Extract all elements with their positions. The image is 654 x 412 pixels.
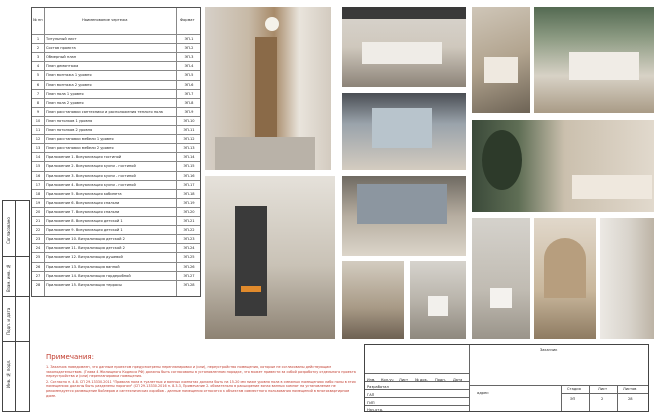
sheet-label: Лист xyxy=(598,387,608,391)
row-number: 28 xyxy=(35,282,41,287)
row-title: Приложение 6. Визуализация спальни xyxy=(46,200,120,205)
table-row xyxy=(32,280,200,290)
row-number: 1 xyxy=(36,37,40,41)
row-title: Состав проекта xyxy=(46,46,76,51)
sheets-total-value: 28 xyxy=(628,397,633,401)
notes-body xyxy=(46,365,356,398)
sheets-total-label: Листов xyxy=(623,387,637,391)
row-title: Приложение 8. Визуализация детской 1 xyxy=(46,219,123,223)
row-sheet-code: ЭП-9 xyxy=(184,109,194,114)
row-sheet-code: ЭП-26 xyxy=(183,264,195,269)
row-title: Приложение 1. Визуализация гостиной xyxy=(46,155,122,160)
photo-study-desk xyxy=(342,176,466,256)
row-number: 13 xyxy=(35,146,41,151)
row-number: 11 xyxy=(35,128,41,132)
row-title: Приложение 7. Визуализация спальни xyxy=(46,209,120,214)
row-sheet-code: ЭП-8 xyxy=(184,100,194,105)
approval-strip xyxy=(2,200,30,412)
row-title: Приложение 4. Визуализация кухни - гостиной xyxy=(46,182,136,187)
row-title: План расстановки мебели 2 уровня xyxy=(46,146,114,151)
row-number: 2 xyxy=(36,46,40,51)
row-sheet-code: ЭП-17 xyxy=(183,182,195,187)
row-sheet-code: ЭП-24 xyxy=(183,246,195,251)
stage-label: Стадия xyxy=(567,387,581,391)
photo-shower-room xyxy=(410,261,466,339)
col-label: Лист xyxy=(399,378,409,382)
row-title: Приложение 2. Визуализация кухни - гостиной xyxy=(46,164,136,169)
row-sheet-code: ЭП-20 xyxy=(183,209,195,214)
table-header xyxy=(32,8,200,34)
photo-wardrobe-corridor xyxy=(600,218,654,339)
row-number: 4 xyxy=(36,64,40,69)
row-sheet-code: ЭП-5 xyxy=(184,73,194,78)
row-number: 18 xyxy=(35,191,41,196)
role-label: ГАП xyxy=(367,393,375,397)
note-item: 1. Заказчик поведомлен, что данным проектом предусмотрены перепланировки и (или), переустройство помещения, которые не согласованы действующим законодательством. (Глава 4 Жилищного Кодекса РФ) должны быть согласованы в установленном порядке, что может привести за собой разработку отдельного проекта переустройства и (или) перепланировки помещения. xyxy=(46,365,356,379)
row-number: 25 xyxy=(35,255,41,260)
row-title: Приложение 13. Визуализация ванной xyxy=(46,264,120,269)
row-number: 27 xyxy=(35,273,41,278)
row-title: Приложение 14. Визуализация гардеробной xyxy=(46,273,131,278)
photo-fireplace-hall xyxy=(205,176,335,339)
notes-title: Примечания: xyxy=(46,353,94,361)
row-title: План монтажа 2 уровня xyxy=(46,82,92,87)
row-number: 15 xyxy=(35,164,41,169)
col-label: Изм. xyxy=(367,378,376,382)
row-title: План пола 1 уровня xyxy=(46,91,84,96)
photo-kitchen-chairs xyxy=(342,261,404,339)
row-sheet-code: ЭП-15 xyxy=(183,164,195,169)
role-label: Разработал xyxy=(367,385,389,389)
row-sheet-code: ЭП-21 xyxy=(183,219,195,223)
role-label: Нач.отд. xyxy=(367,408,384,412)
row-sheet-code: ЭП-14 xyxy=(183,155,195,160)
strip-label: Взам. инв. № xyxy=(6,264,11,293)
strip-label: Инв. № подл. xyxy=(6,359,11,388)
row-title: Приложение 12. Визуализация душевой xyxy=(46,255,123,260)
row-sheet-code: ЭП-12 xyxy=(183,137,195,142)
row-title: Титульный лист xyxy=(46,37,77,41)
row-title: Приложение 11. Визуализация детской 2 xyxy=(46,246,125,251)
row-number: 7 xyxy=(36,91,40,96)
row-number: 23 xyxy=(35,237,41,242)
row-sheet-code: ЭП-6 xyxy=(184,82,194,87)
row-number: 5 xyxy=(36,73,40,78)
col-label: Подп. xyxy=(435,378,446,382)
photo-living-double-height xyxy=(205,7,331,170)
row-title: Приложение 5. Визуализация кабинета xyxy=(46,191,122,196)
drawing-schedule-table xyxy=(31,7,201,297)
row-sheet-code: ЭП-23 xyxy=(183,237,195,242)
row-sheet-code: ЭП-16 xyxy=(183,173,195,178)
customer-title: Заказчик xyxy=(540,348,558,352)
row-title: План потолков 2 уровня xyxy=(46,128,93,132)
photo-bedroom-window xyxy=(342,93,466,170)
row-number: 20 xyxy=(35,209,41,214)
row-number: 19 xyxy=(35,200,41,205)
row-number: 26 xyxy=(35,264,41,269)
row-title: Приложение 15. Визуализация террасы xyxy=(46,282,122,287)
row-sheet-code: ЭП-2 xyxy=(184,46,194,51)
row-sheet-code: ЭП-18 xyxy=(183,191,195,196)
col-name-header: Наименование чертежа xyxy=(82,18,128,22)
note-item: 2. Согласно п. 4.8. СП 29.13330.2011 "Правила пола в туалетных и ванных комнатах должна быть на 15-20 мм ниже уровня пола в смежных помещениях либо полы в этих помещениях должны быть разделены порогом" (СП 29.13330.2016 п. 8.3.3, Примечание 2. обязательно в расширение зонах ванных комнат на установление не рекомендуется размещение бойлеров и сантехнических коробов - данные помещения относятся к объектам совместного пользования помещений в многоквартирном доме. xyxy=(46,379,356,398)
row-sheet-code: ЭП-11 xyxy=(183,128,195,132)
row-title: План демонтажа xyxy=(46,64,79,69)
sheet-value: 2 xyxy=(601,397,604,401)
row-title: План расстановки сантехники и расположения теплого пола xyxy=(46,109,163,114)
project-address: адрес: xyxy=(477,391,490,395)
row-number: 8 xyxy=(36,100,40,105)
row-sheet-code: ЭП-4 xyxy=(184,64,194,69)
row-sheet-code: ЭП-7 xyxy=(184,91,194,96)
col-number-header: № пп xyxy=(33,18,43,22)
row-title: Обмерный план xyxy=(46,55,77,60)
col-label: № док. xyxy=(415,378,428,382)
photo-kitchen-living xyxy=(342,7,466,87)
row-sheet-code: ЭП-10 xyxy=(183,118,195,123)
photo-living-sofa xyxy=(472,120,654,212)
col-label: Дата xyxy=(453,378,463,382)
row-number: 6 xyxy=(36,82,40,87)
photo-terrace-top-view xyxy=(472,7,530,113)
photo-bathroom xyxy=(472,218,530,339)
strip-label: Согласовано xyxy=(6,217,11,245)
row-number: 10 xyxy=(35,118,41,123)
row-title: Приложение 3. Визуализация кухни - гостиной xyxy=(46,173,136,178)
row-sheet-code: ЭП-19 xyxy=(183,200,195,205)
row-sheet-code: ЭП-13 xyxy=(183,146,195,151)
row-number: 12 xyxy=(35,137,41,142)
row-number: 16 xyxy=(35,173,41,178)
row-title: Приложение 9. Визуализация детской 1 xyxy=(46,228,123,233)
col-sheet-header: Формат xyxy=(180,18,195,22)
row-title: План потолков 1 уровня xyxy=(46,118,93,123)
row-sheet-code: ЭП-1 xyxy=(184,37,194,41)
row-title: План пола 2 уровня xyxy=(46,100,84,105)
row-number: 21 xyxy=(35,219,41,223)
col-label: Кол.уч xyxy=(381,378,394,382)
row-sheet-code: ЭП-27 xyxy=(183,273,195,278)
role-label: ГИП xyxy=(367,401,375,405)
row-number: 14 xyxy=(35,155,41,160)
row-number: 17 xyxy=(35,182,41,187)
row-sheet-code: ЭП-28 xyxy=(183,282,195,287)
row-number: 22 xyxy=(35,228,41,233)
photo-arched-bedroom xyxy=(534,218,596,339)
row-title: Приложение 10. Визуализация детской 2 xyxy=(46,237,125,242)
row-number: 24 xyxy=(35,246,41,251)
row-sheet-code: ЭП-25 xyxy=(183,255,195,260)
row-title: План монтажа 1 уровня xyxy=(46,73,92,78)
photo-terrace-sofa xyxy=(534,7,654,113)
strip-label: Подп. и дата xyxy=(6,307,11,335)
row-title: План расстановки мебели 1 уровня xyxy=(46,137,114,142)
row-sheet-code: ЭП-3 xyxy=(184,55,194,60)
row-number: 3 xyxy=(36,55,40,60)
stage-value: ЭП xyxy=(570,397,576,401)
row-sheet-code: ЭП-22 xyxy=(183,228,195,233)
row-number: 9 xyxy=(36,109,40,114)
title-block xyxy=(364,344,649,412)
